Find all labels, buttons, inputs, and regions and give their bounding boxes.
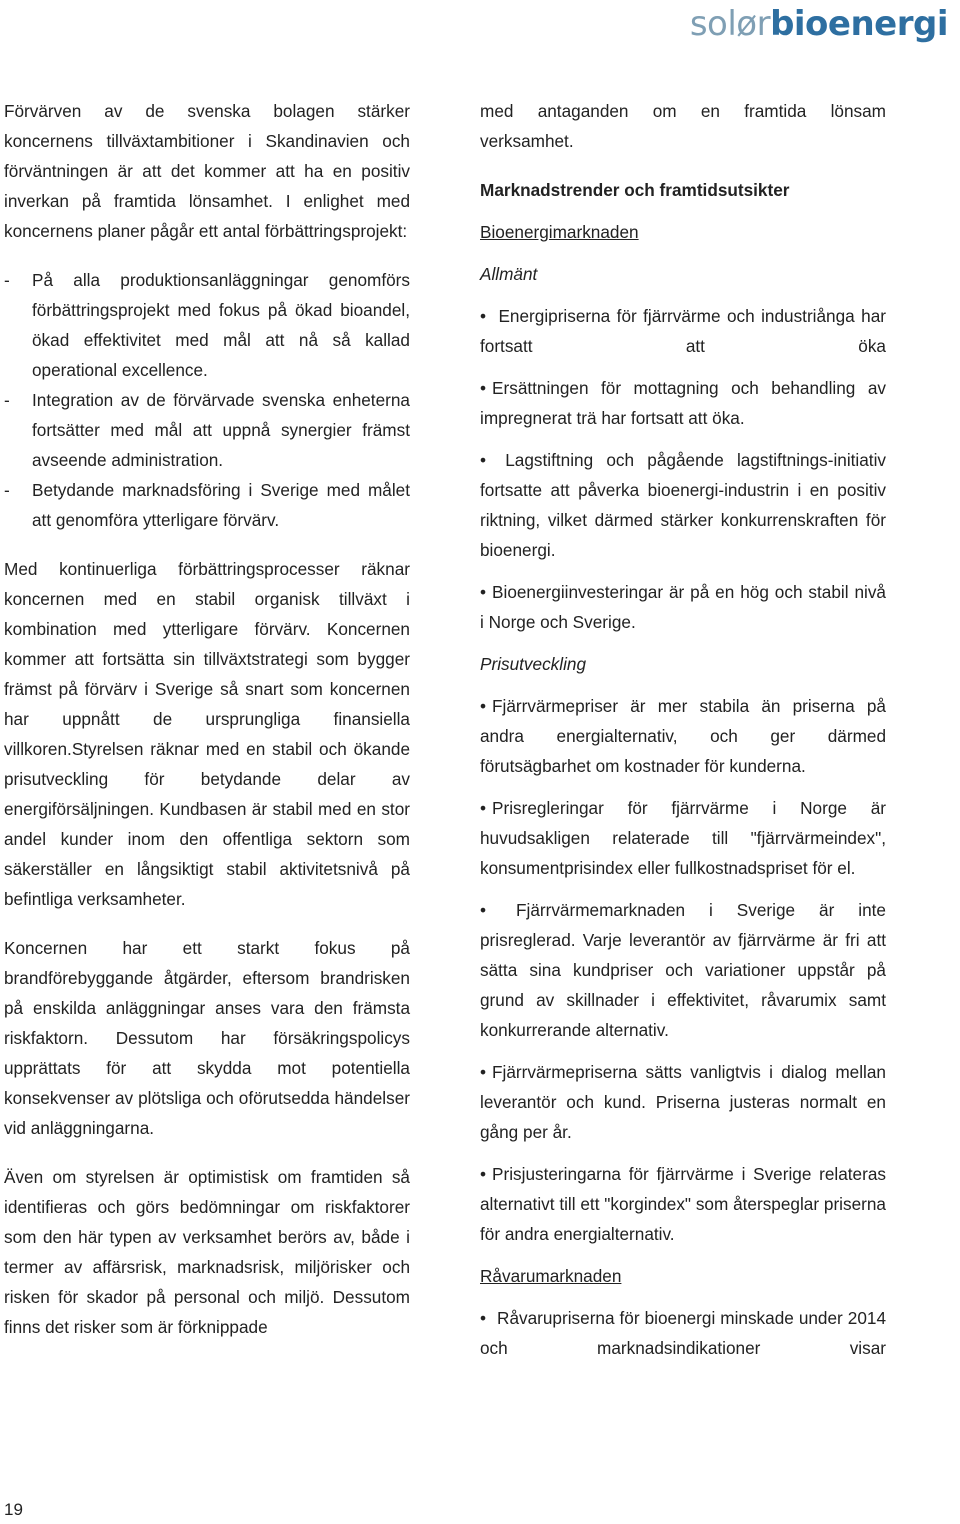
bullet-item: • Lagstiftning och pågående lagstiftnings-initiativ fortsatte att påverka bioenergi-industrin i en positiv riktning, vilket därmed stärker konkurrenskraften för bioenergi. <box>480 450 886 560</box>
list-marker: - <box>4 270 10 290</box>
subheading-price-development: Prisutveckling <box>480 654 587 674</box>
bullet-item: • Prisjusteringarna för fjärrvärme i Sverige relateras alternativt till ett "korgindex" som återspeglar priserna för andra energialternativ. <box>480 1164 886 1244</box>
bullet-item: • Prisregleringar för fjärrvärme i Norge är huvudsakligen relaterade till "fjärrvärmeindex", konsumentprisindex eller fullkostnadspriset för el. <box>480 798 886 878</box>
list-item: - Integration av de förvärvade svenska enheterna fortsätter med mål att uppnå synergier främst avseende administration. <box>4 385 410 475</box>
subheading-bioenergy-market: Bioenergimarknaden <box>480 222 639 242</box>
bullet-item: • Bioenergiinvesteringar är på en hög och stabil nivå i Norge och Sverige. <box>480 582 886 632</box>
left-column <box>4 96 410 1342</box>
list-item: - Betydande marknadsföring i Sverige med målet att genomföra ytterligare förvärv. <box>4 475 410 535</box>
page-number: 19 <box>4 1500 23 1519</box>
right-column <box>480 96 886 1363</box>
continuation-text: med antaganden om en framtida lönsam verksamhet. <box>480 101 886 151</box>
bullet-item: • Råvarupriserna för bioenergi minskade under 2014 och marknadsindikationer visar <box>480 1308 887 1358</box>
bullet-item: • Fjärrvärmepriser är mer stabila än priserna på andra energialternativ, och ger därmed förutsägbarhet om kostnader för kunderna. <box>480 696 886 776</box>
bullet-marker: • <box>480 696 487 716</box>
company-logo <box>690 6 948 43</box>
section-heading: Marknadstrender och framtidsutsikter <box>480 180 790 200</box>
subheading-general: Allmänt <box>480 264 538 284</box>
bullet-marker: • <box>480 582 487 602</box>
fire-prevention-paragraph: Koncernen har ett starkt fokus på brandförebyggande åtgärder, eftersom brandrisken på enskilda anläggningar anses vara den främsta riskfaktorn. Dessutom har försäkringspolicys upprättats för att skydda mot potentiella konsekvenser av plötsliga och oförutsedda händelser vid anläggningarna. <box>4 938 410 1138</box>
growth-paragraph: Med kontinuerliga förbättringsprocesser räknar koncernen med en stabil organisk tillväxt i kombination med ytterligare förvärv. Koncernen kommer att fortsätta sin tillväxtstrategi som bygger främst på förvärv i Sverige så snart som koncernen har uppnått de ursprungliga finansiella villkoren.Styrelsen räknar med en stabil och ökande prisutveckling för betydande delar av energiförsäljningen. Kundbasen är stabil med en stor andel kunder inom den offentliga sektorn som säkerställer en långsiktigt stabil aktivitetsnivå på befintliga verksamheter. <box>4 559 410 909</box>
bullet-item: • Fjärrvärmemarknaden i Sverige är inte prisreglerad. Varje leverantör av fjärrvärme är fri att sätta sina kundpriser och variationer uppstår på grund av skillnader i effektivitet, råvarumix samt konkurrerande alternativ. <box>480 900 886 1040</box>
bullet-marker: • <box>480 450 487 470</box>
list-marker: - <box>4 390 10 410</box>
logo-text-1: solør <box>689 4 771 44</box>
bullet-item: • Energipriserna för fjärrvärme och industriånga har fortsatt att öka <box>480 306 886 356</box>
bullet-marker: • <box>480 1062 487 1082</box>
intro-paragraph: Förvärven av de svenska bolagen stärker koncernens tillväxtambitioner i Skandinavien och förväntningen är att det kommer att ha en positiv inverkan på framtida lönsamhet. I enlighet med koncernens planer pågår ett antal förbättringsprojekt: <box>4 101 410 241</box>
bullet-item: • Ersättningen för mottagning och behandling av impregnerat trä har fortsatt att öka. <box>480 378 886 428</box>
bullet-item: • Fjärrvärmepriserna sätts vanligtvis i dialog mellan leverantör och kund. Priserna justeras normalt en gång per år. <box>480 1062 886 1142</box>
bullet-marker: • <box>480 1308 487 1328</box>
bullet-marker: • <box>480 306 487 326</box>
bullet-marker: • <box>480 378 487 398</box>
bullet-marker: • <box>480 798 487 818</box>
list-item: - På alla produktionsanläggningar genomförs förbättringsprojekt med fokus på ökad bioandel, ökad effektivitet med mål att nå så kallad operational excellence. <box>4 265 410 385</box>
bullet-marker: • <box>480 1164 487 1184</box>
risk-paragraph: Även om styrelsen är optimistisk om framtiden så identifieras och görs bedömningar om riskfaktorer som den här typen av verksamhet berörs av, både i termer av affärsrisk, marknadsrisk, miljörisker och risken för skador på personal och miljö. Dessutom finns det risker som är förknippade <box>4 1167 410 1337</box>
logo-text-2: bioenergi <box>770 4 948 44</box>
bullet-marker: • <box>480 900 487 920</box>
improvement-list <box>4 265 410 535</box>
list-marker: - <box>4 480 10 500</box>
subheading-raw-material-market: Råvarumarknaden <box>480 1266 622 1286</box>
